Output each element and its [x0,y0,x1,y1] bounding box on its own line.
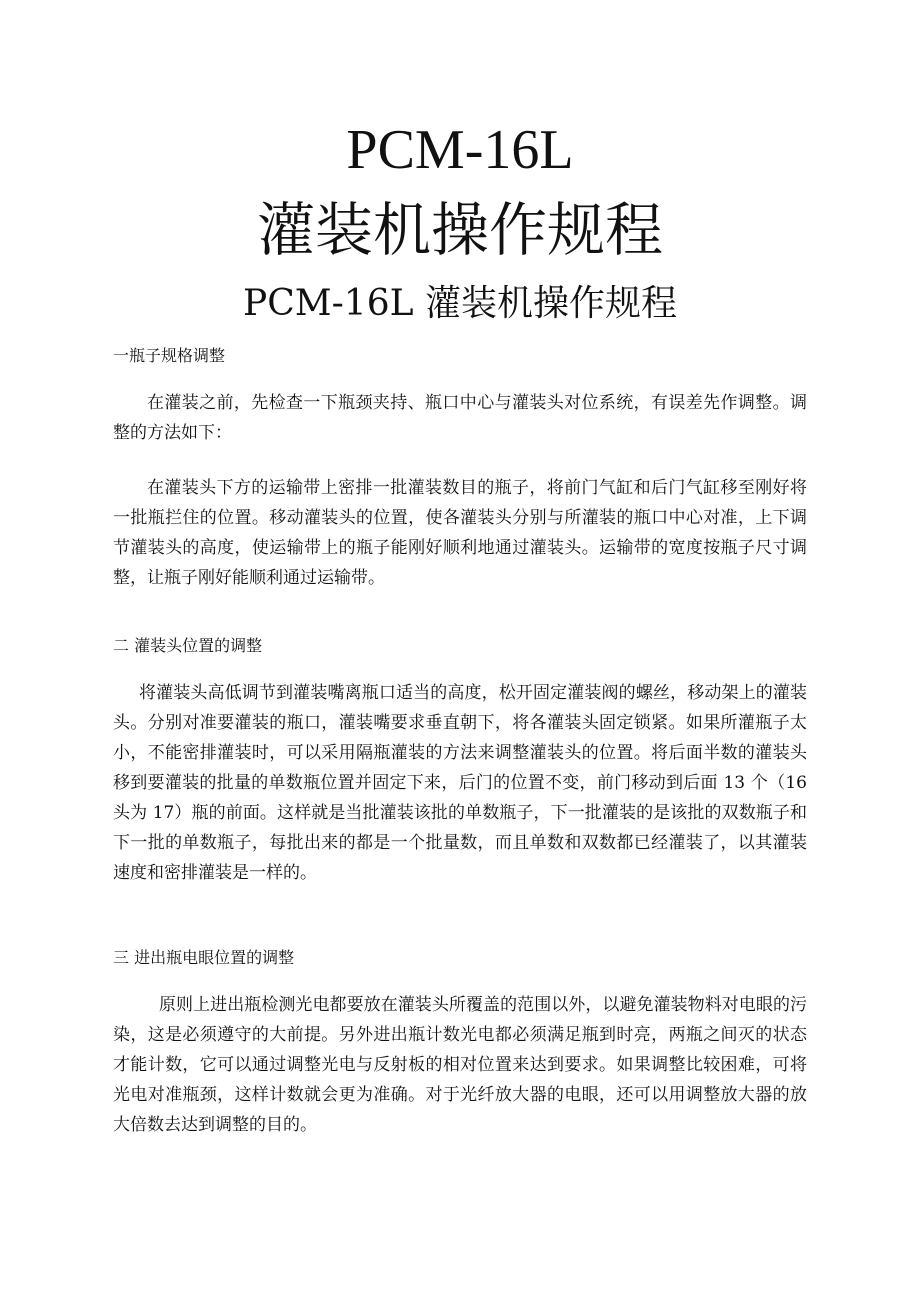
document-title-name: 灌装机操作规程 [256,196,663,264]
paragraph: 原则上进出瓶检测光电都要放在灌装头所覆盖的范围以外，以避免灌装物料对电眼的污染，这是必须遵守的大前提。另外进出瓶计数光电都必须满足瓶到时亮，两瓶之间灭的状态才能计数，它可以通过调整光电与反射板的相对位置来达到要求。如果调整比较困难，可将光电对准瓶颈，这样计数就会更为准确。对于光纤放大器的电眼，还可以用调整放大器的放大倍数去达到调整的目的。 [113,995,807,1135]
section-heading-bottle-spec: 一瓶子规格调整 [113,346,226,365]
section-heading-filling-head: 二 灌装头位置的调整 [113,636,263,655]
paragraph: 在灌装头下方的运输带上密排一批灌装数目的瓶子，将前门气缸和后门气缸移至刚好将一批瓶拦住的位置。移动灌装头的位置，使各灌装头分别与所灌装的瓶口中心对准，上下调节灌装头的高度，使运输带上的瓶子能刚好顺利地通过灌装头。运输带的宽度按瓶子尺寸调整，让瓶子刚好能顺利通过运输带。 [113,478,807,588]
paragraph: 在灌装之前，先检查一下瓶颈夹持、瓶口中心与灌装头对位系统，有误差先作调整。调整的方法如下： [113,393,807,443]
paragraph: 将灌装头高低调节到灌装嘴离瓶口适当的高度，松开固定灌装阀的螺丝，移动架上的灌装头。分别对准要灌装的瓶口，灌装嘴要求垂直朝下，将各灌装头固定锁紧。如果所灌瓶子太小，不能密排灌装时，可以采用隔瓶灌装的方法来调整灌装头的位置。将后面半数的灌装头移到要灌装的批量的单数瓶位置并固定下来，后门的位置不变，前门移动到后面 13 个（16 头为 17）瓶的前面。这样就是当批灌装该批的单数瓶子，下一批灌装的是该批的双数瓶子和下一批的单数瓶子，每批出来的都是一个批量数，而且单数和双数都已经灌装了，以其灌装速度和密排灌装是一样的。 [113,683,807,883]
document-subtitle: PCM-16L 灌装机操作规程 [243,283,677,324]
section-heading-photoeye: 三 进出瓶电眼位置的调整 [113,948,295,967]
document-title-model: PCM-16L [346,119,574,181]
